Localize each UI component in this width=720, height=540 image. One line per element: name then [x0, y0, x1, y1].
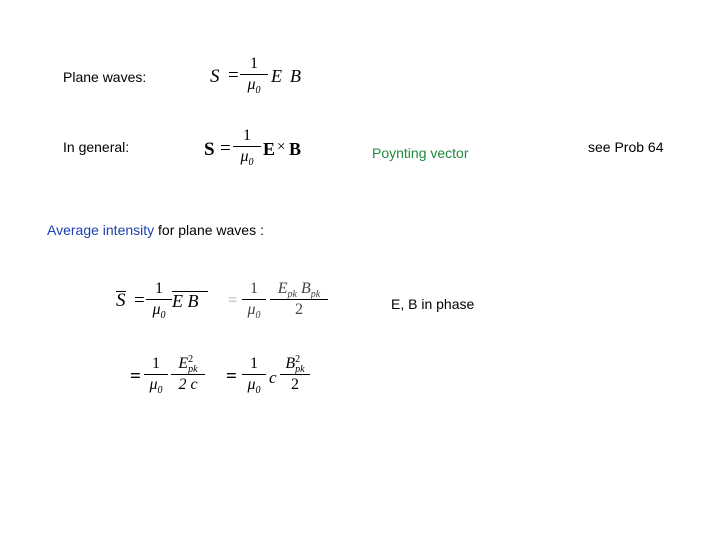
eq-e: E	[271, 66, 282, 86]
eq-frac	[144, 355, 168, 394]
eq-frac-bar	[240, 74, 268, 75]
eq-pk-sub: pk	[287, 289, 297, 300]
eq-mu: μ	[152, 301, 161, 318]
eq-frac-bar	[242, 374, 266, 375]
eq-e: E	[172, 291, 183, 311]
eq-mu: μ	[247, 76, 256, 93]
average-intensity-rest: for plane waves :	[154, 222, 264, 238]
eq-b-bold: B	[289, 139, 302, 159]
eq-frac-bar	[242, 299, 266, 300]
eq-pk-sub: pk	[295, 364, 305, 375]
eq-cross: ×	[277, 139, 286, 155]
eq-pk-sub: pk	[188, 364, 198, 375]
eq-frac	[146, 280, 172, 319]
eq-frac-pk-num	[270, 280, 328, 298]
eq-epk-bpk	[228, 280, 338, 330]
label-average-intensity	[47, 222, 264, 238]
eq-avg-s	[114, 280, 214, 330]
label-plane-waves: Plane waves:	[63, 69, 147, 85]
eq-frac-e2-num	[171, 355, 205, 373]
eq-frac	[242, 355, 266, 394]
eq-frac-den	[242, 301, 266, 319]
eq-mu: μ	[149, 376, 158, 393]
eq-frac-b2-num	[280, 355, 310, 373]
eq-e: E	[277, 280, 288, 297]
eq-frac-b2-den: 2	[291, 376, 299, 393]
eq-equals: =	[226, 366, 237, 387]
eq-frac-den	[146, 301, 172, 319]
eq-frac	[242, 280, 266, 319]
eq-b: B	[285, 355, 296, 372]
eq-b: B	[187, 291, 199, 311]
eq-mu: μ	[247, 376, 256, 393]
eq-frac-num: 1	[243, 127, 251, 144]
eq-frac-pk-den: 2	[295, 301, 303, 318]
eq-s-bold: S	[204, 139, 215, 160]
eq-equals: =	[220, 138, 231, 159]
eq-mu-sub: 0	[160, 310, 166, 321]
eq-b: B	[290, 66, 301, 86]
eq-equals: =	[228, 292, 238, 309]
eq-frac-bar	[146, 299, 172, 300]
label-in-general: In general:	[63, 139, 130, 155]
eq-frac-den	[240, 76, 268, 94]
eq-frac	[240, 55, 268, 94]
eq-frac-num: 1	[155, 280, 163, 297]
eq-equals: =	[130, 366, 141, 387]
eq-frac-num: 1	[250, 355, 258, 372]
eq-mu-sub: 0	[157, 385, 163, 396]
eq-sq-sup: 2	[295, 354, 301, 365]
eq-frac-e2-den: 2 c	[178, 376, 198, 393]
eq-frac-den	[144, 376, 168, 394]
eq-e-bold: E	[263, 139, 276, 159]
eq-mu-sub: 0	[255, 310, 261, 321]
eq-e: E	[178, 355, 189, 372]
eq-pk-sub: pk	[310, 289, 321, 300]
eq-frac-pk	[270, 280, 328, 319]
label-eb-in-phase: E, B in phase	[391, 296, 475, 312]
eq-mu: μ	[247, 301, 256, 318]
eq-bpk-squared	[226, 355, 326, 405]
label-poynting-vector: Poynting vector	[372, 145, 469, 161]
eq-frac-e2	[171, 355, 205, 394]
eq-frac	[233, 127, 261, 166]
eq-frac-bar	[144, 374, 168, 375]
eq-mu: μ	[240, 148, 249, 165]
eq-frac-den	[233, 148, 261, 166]
eq-frac-bar	[233, 146, 261, 147]
eq-equals: =	[134, 290, 145, 311]
eq-equals: =	[228, 65, 239, 86]
eq-epk-squared	[130, 355, 210, 405]
eq-plane-waves	[208, 55, 308, 105]
eq-mu-sub: 0	[255, 85, 261, 96]
eq-frac-den	[242, 376, 266, 394]
eq-b: B	[301, 280, 311, 297]
label-see-prob: see Prob 64	[588, 139, 664, 155]
average-intensity-highlight: Average intensity	[47, 222, 155, 238]
eq-eb-avg	[172, 291, 208, 310]
eq-mu-sub: 0	[248, 157, 254, 168]
eq-frac-num: 1	[250, 55, 258, 72]
eq-mu-sub: 0	[255, 385, 261, 396]
eq-c: c	[269, 368, 277, 387]
eq-frac-b2	[280, 355, 310, 394]
eq-frac-num: 1	[152, 355, 160, 372]
eq-s: S	[210, 66, 220, 87]
eq-sq-sup: 2	[188, 354, 194, 365]
eq-frac-num: 1	[250, 280, 258, 297]
eq-s-avg: S	[116, 290, 126, 311]
eq-general	[204, 126, 312, 178]
